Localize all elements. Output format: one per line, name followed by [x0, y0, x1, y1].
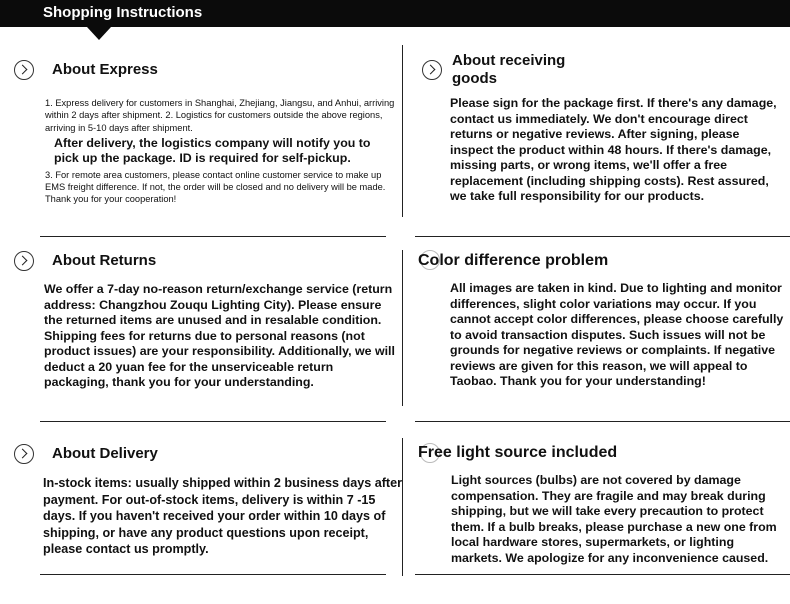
chevron-right-icon [14, 60, 34, 80]
color-body: All images are taken in kind. Due to lighting and monitor differences, slight color variations may occur. If you cannot accept color differences, please choose carefully to avoid transaction disputes. Such issues will not be grounds for negative reviews or complaints. If negative reviews are given for this reason, we will appeal to Taobao. Thank you for your understanding! [450, 281, 784, 388]
row-divider-right-2 [415, 421, 790, 422]
row-divider-left-2 [40, 421, 386, 422]
receiving-body: Please sign for the package first. If there's any damage, contact us immediately. We don't encourage direct returns or negative reviews. After signing, please inspect the product within 48 hours. If there's damage, missing parts, or wrong items, we'll offer a free replacement (including shipping costs). Rest assured, we take full responsibility for our products. [450, 96, 777, 203]
header-bar [0, 0, 790, 27]
returns-body: We offer a 7-day no-reason return/exchange service (return address: Changzhou Zouqu Lighting City). Please ensure the returned items are unused and in resalable condition. Shipping fees for returns due to personal reasons (not product issues) are your responsibility. Additionally, we will deduct a 20 yuan fee for the unserviceable return packaging, thank you for your understanding. [44, 282, 395, 389]
column-divider-1 [402, 45, 403, 217]
chevron-right-icon [14, 444, 34, 464]
delivery-body: In-stock items: usually shipped within 2 business days after payment. For out-of-stock items, delivery is within 7 -15 days. If you haven't received your order within 10 days of shipping, or have any product questions upon receipt, please contact us promptly. [43, 476, 403, 556]
chevron-right-icon [422, 60, 442, 80]
express-line-1: 1. Express delivery for customers in Shanghai, Zhejiang, Jiangsu, and Anhui, arriving within 2 days after shipment. 2. Logistics for customers outside the above regions, arriving in 5-10 days after shipment. [45, 98, 395, 133]
row-divider-left-3 [40, 574, 386, 575]
express-line-3: 3. For remote area customers, please contact online customer service to make up EMS freight difference. If not, the order will be closed and no delivery will be made. Thank you for your cooperation! [45, 169, 386, 205]
header-title: Shopping Instructions [43, 4, 203, 21]
column-divider-2 [402, 250, 403, 406]
row-divider-right-1 [415, 236, 790, 237]
light-title: Free light source included [418, 444, 618, 461]
express-title: About Express [52, 61, 158, 78]
express-body [45, 97, 395, 206]
receiving-title: About receiving goods [452, 52, 566, 87]
color-title: Color difference problem [418, 252, 609, 269]
light-body: Light sources (bulbs) are not covered by damage compensation. They are fragile and may break during shipping, but we will take every precaution to protect them. If a bulb breaks, please purchase a new one from local hardware stores, supermarkets, or lighting markets. We apologize for any inconvenience caused. [451, 473, 777, 565]
delivery-title: About Delivery [52, 445, 158, 462]
row-divider-right-3 [415, 574, 790, 575]
express-notice: After delivery, the logistics company will notify you to pick up the package. ID is required for self-pickup. [54, 135, 371, 166]
chevron-right-icon [14, 251, 34, 271]
row-divider-left-1 [40, 236, 386, 237]
header-notch [87, 27, 111, 40]
returns-title: About Returns [52, 252, 157, 269]
